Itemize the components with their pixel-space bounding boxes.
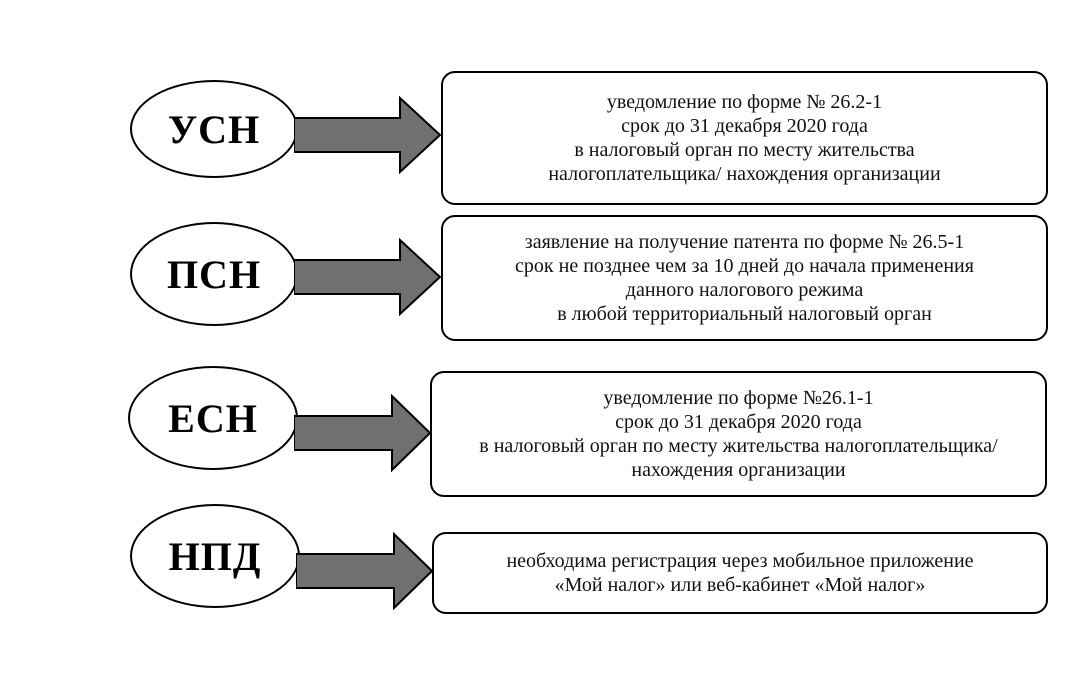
esn-label: ЕСН [168,395,258,441]
psn-line: данного налогового режима [625,279,864,301]
usn-ellipse [130,80,298,178]
esn-info-box [430,371,1047,497]
psn-line: в любой территориальный налоговый орган [557,303,932,325]
esn-line: в налоговый орган по месту жительства налогоплательщика/ [479,435,998,457]
esn-line: уведомление по форме №26.1-1 [603,387,874,409]
usn-line: срок до 31 декабря 2020 года [621,115,868,137]
usn-line: в налоговый орган по месту жительства [574,139,915,161]
npd-line: необходима регистрация через мобильное приложение [506,550,974,572]
esn-line: срок до 31 декабря 2020 года [615,411,862,433]
esn-line: нахождения организации [631,459,846,481]
npd-label: НПД [168,533,262,579]
esn-ellipse [128,366,298,470]
psn-line: срок не позднее чем за 10 дней до начала применения [515,255,974,277]
psn-line: заявление на получение патента по форме № 26.5-1 [524,231,965,253]
psn-label: ПСН [166,251,262,297]
esn-arrow-icon [294,394,432,472]
npd-info-box [432,532,1048,614]
usn-info-box [441,71,1048,205]
npd-ellipse [130,504,300,608]
psn-info-box [441,215,1048,341]
npd-arrow-icon [296,532,434,610]
npd-line: «Мой налог» или веб-кабинет «Мой налог» [554,574,926,596]
usn-arrow-icon [294,96,442,174]
usn-line: уведомление по форме № 26.2-1 [606,91,883,113]
usn-line: налогоплательщика/ нахождения организации [548,163,941,185]
psn-arrow-icon [294,238,442,316]
usn-label: УСН [167,106,261,152]
psn-ellipse [130,222,298,326]
